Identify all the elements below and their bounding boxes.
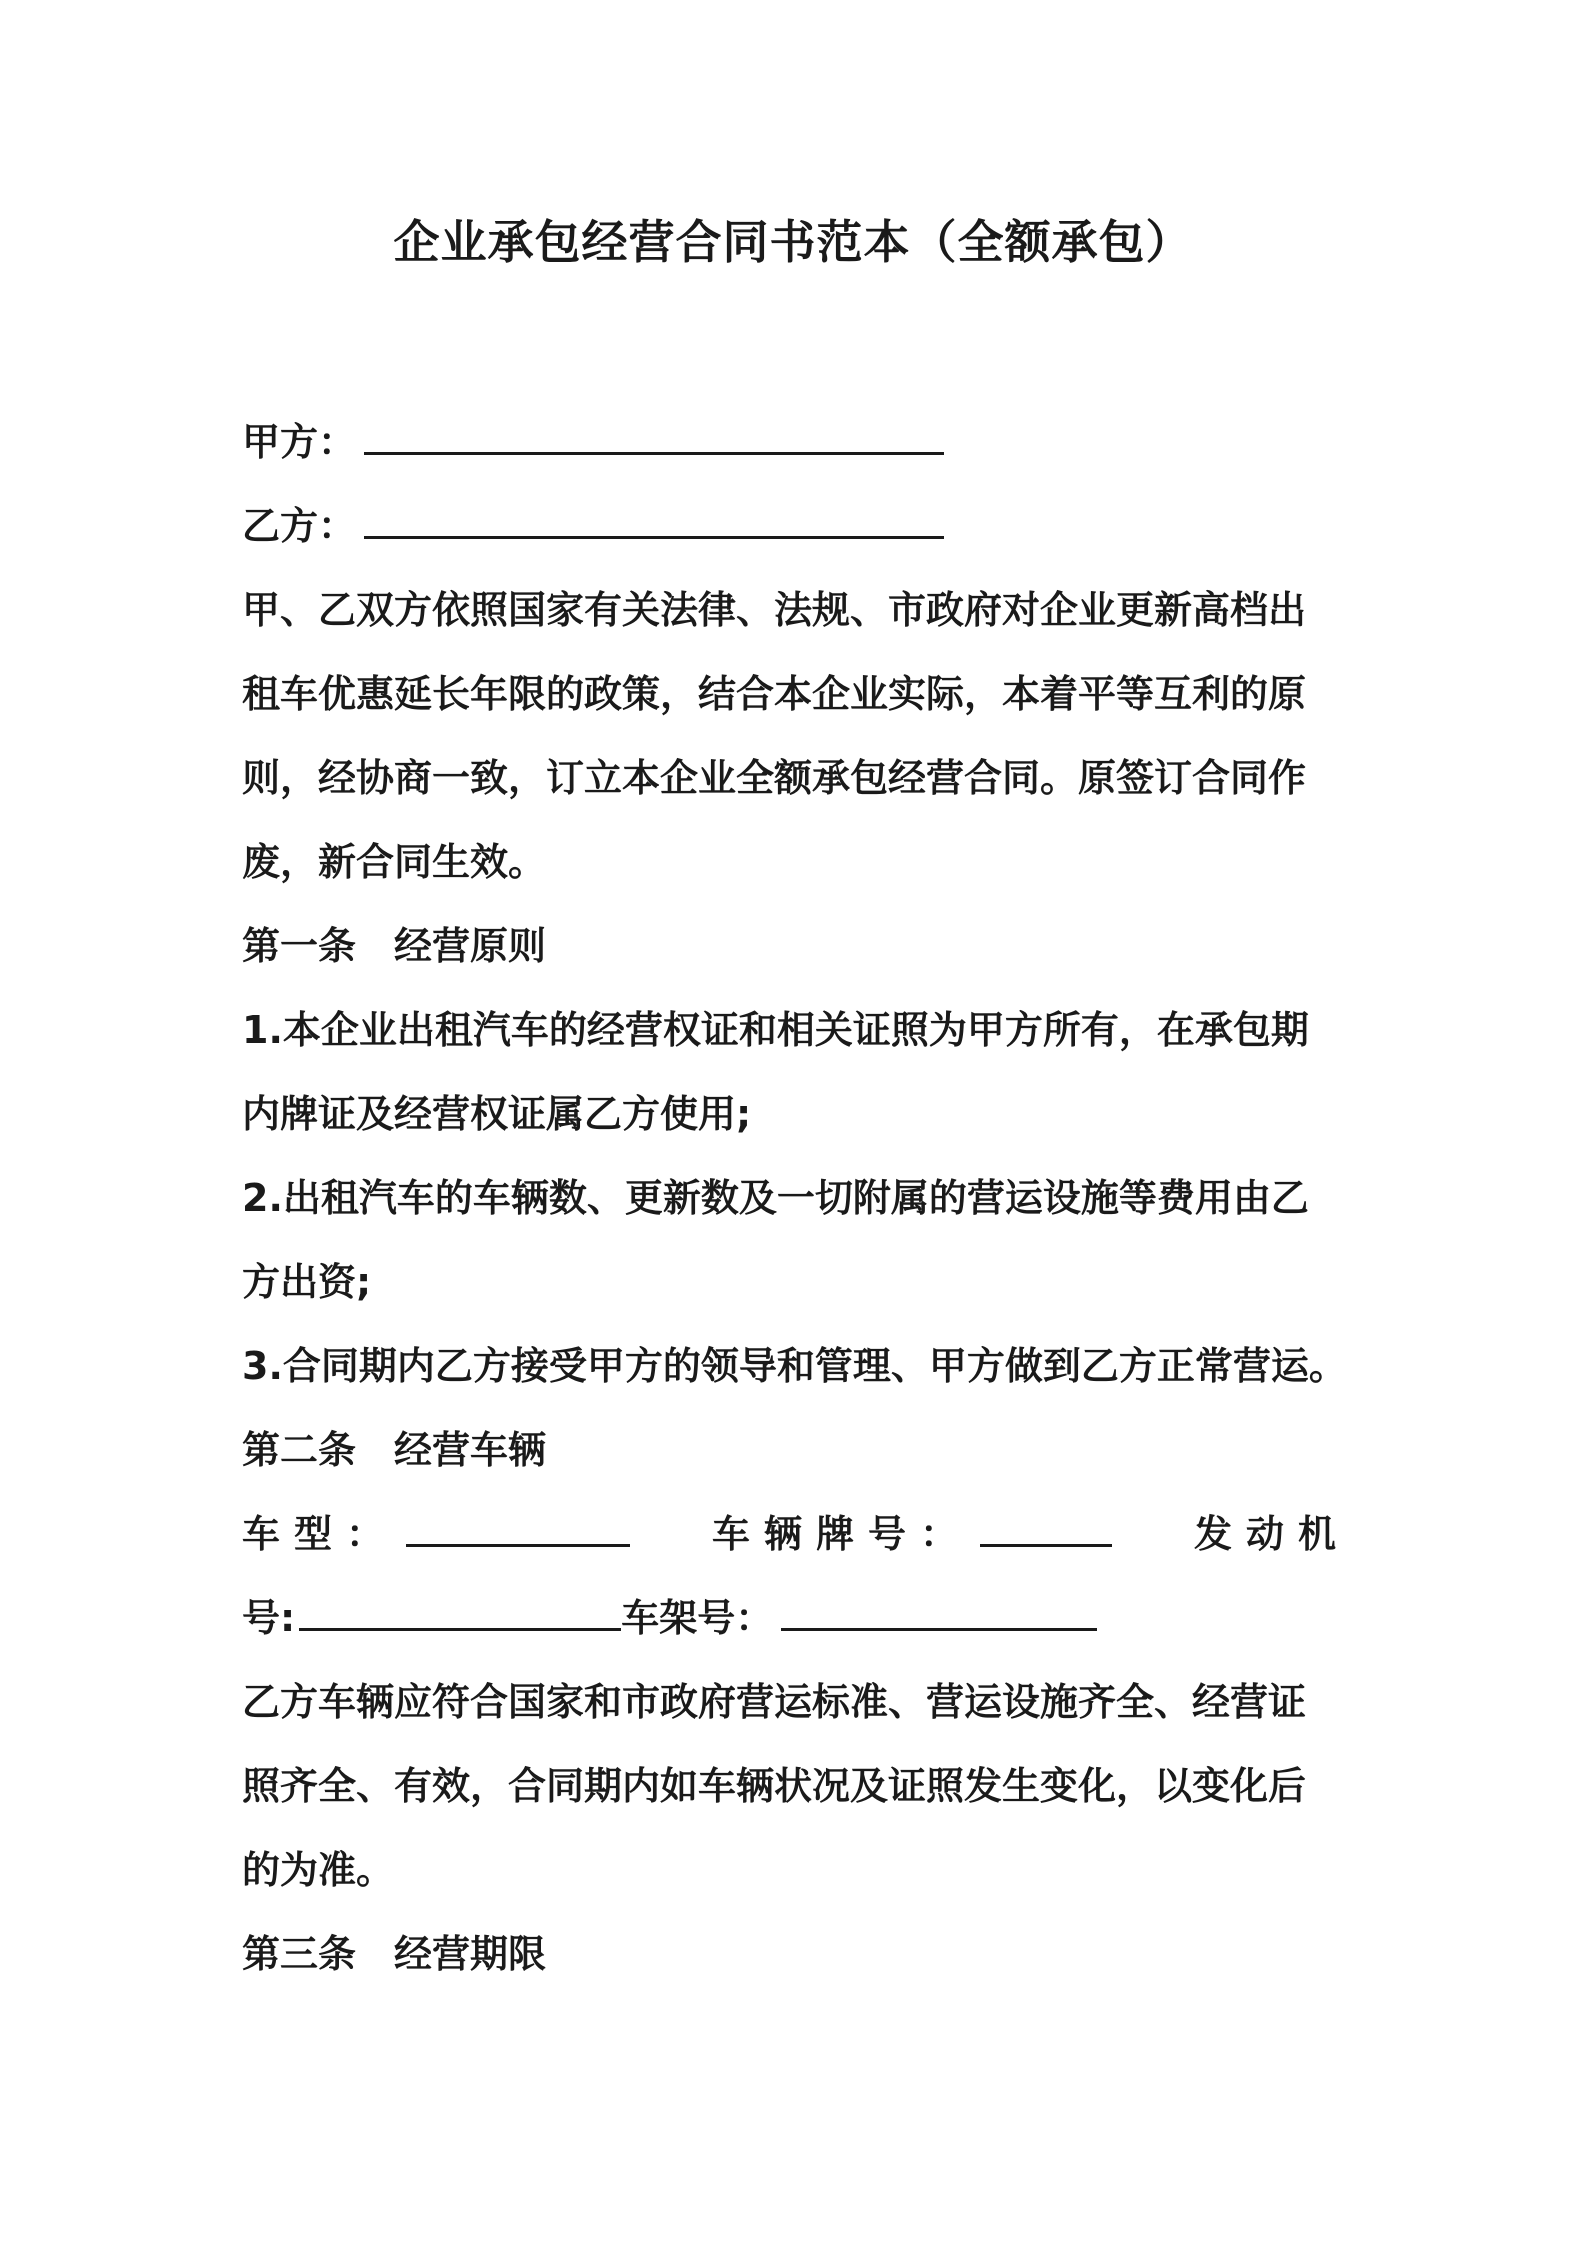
engine-number-label-part1: 发动机	[1193, 1512, 1350, 1556]
vehicle-plate-group	[712, 1492, 1112, 1576]
party-b-label: 乙方：	[242, 504, 357, 548]
vehicle-model-blank[interactable]	[406, 1508, 630, 1547]
party-a-blank[interactable]	[364, 416, 944, 455]
document-title: 企业承包经营合同书范本（全额承包）	[393, 215, 1193, 269]
vehicle-plate-label: 车辆牌号：	[711, 1512, 972, 1556]
preamble-line: 租车优惠延长年限的政策，结合本企业实际，本着平等互利的原	[242, 672, 1307, 716]
engine-frame-line	[242, 1576, 1362, 1660]
preamble-line: 废，新合同生效。	[242, 840, 547, 884]
party-a-line	[242, 400, 1362, 484]
frame-number-blank[interactable]	[781, 1592, 1097, 1631]
vehicle-model-group	[242, 1492, 630, 1576]
party-b-line	[242, 484, 1362, 568]
article-3-heading: 第三条 经营期限	[242, 1932, 547, 1976]
frame-number-label: 车架号：	[621, 1596, 774, 1640]
article-1-line: 3.合同期内乙方接受甲方的领导和管理、甲方做到乙方正常营运。	[242, 1344, 1347, 1388]
engine-number-label-part2: 号:	[242, 1596, 296, 1640]
preamble-line: 则，经协商一致，订立本企业全额承包经营合同。原签订合同作	[242, 756, 1307, 800]
vehicle-plate-blank[interactable]	[980, 1508, 1112, 1547]
article-1-line: 内牌证及经营权证属乙方使用;	[242, 1092, 752, 1136]
article-2-line: 乙方车辆应符合国家和市政府营运标准、营运设施齐全、经营证	[242, 1680, 1307, 1724]
article-1-line: 2.出租汽车的车辆数、更新数及一切附属的营运设施等费用由乙	[242, 1176, 1309, 1220]
preamble-line: 甲、乙双方依照国家有关法律、法规、市政府对企业更新高档出	[242, 588, 1307, 632]
document-body	[242, 400, 1362, 1996]
article-1-line: 1.本企业出租汽车的经营权证和相关证照为甲方所有，在承包期	[242, 1008, 1309, 1052]
article-1-heading: 第一条 经营原则	[242, 924, 547, 968]
article-1-line: 方出资;	[242, 1260, 372, 1304]
vehicle-info-line	[242, 1492, 1350, 1576]
article-2-line: 的为准。	[242, 1848, 395, 1892]
article-2-line: 照齐全、有效，合同期内如车辆状况及证照发生变化，以变化后	[242, 1764, 1307, 1808]
party-b-blank[interactable]	[364, 500, 944, 539]
vehicle-model-label: 车型：	[242, 1512, 399, 1556]
engine-number-blank[interactable]	[299, 1592, 621, 1631]
party-a-label: 甲方：	[242, 420, 357, 464]
article-2-heading: 第二条 经营车辆	[242, 1428, 547, 1472]
